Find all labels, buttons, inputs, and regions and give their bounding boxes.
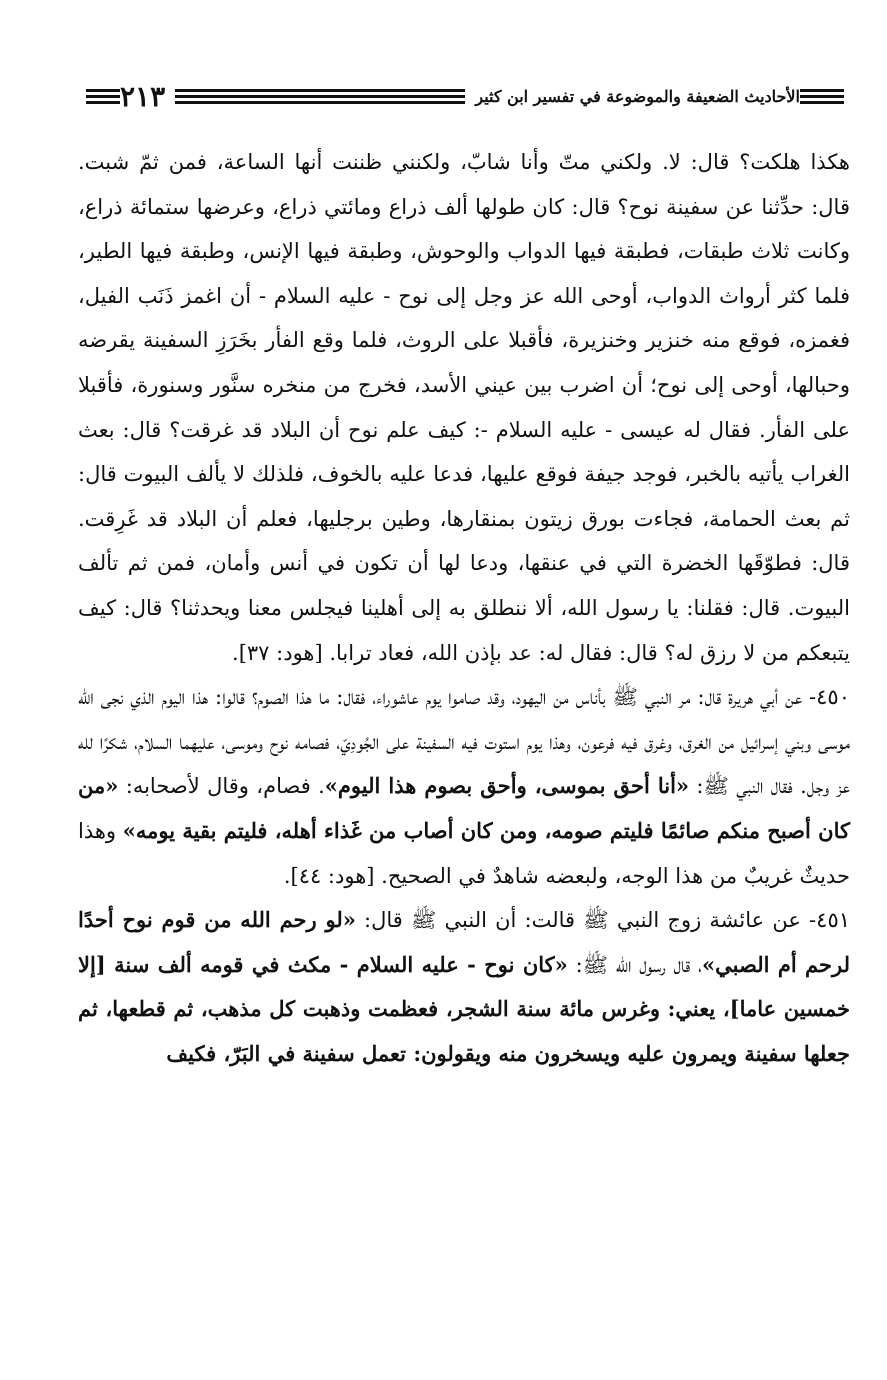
hadith-451 <box>78 898 850 1076</box>
header-rule-left <box>86 89 120 104</box>
prophet-quote: «من كان أصبح منكم صائمًا فليتم صومه، ومن كان أصاب من غَذاء أهله، فليتم بقية يومه» <box>78 773 850 843</box>
paragraph-1 <box>78 140 850 675</box>
prophet-quote: «لو رحم الله من قوم نوح أحدًا لرحم أم الصبي» <box>78 907 850 977</box>
prophet-quote: «كان نوح - عليه السلام - مكث في قومه ألف سنة [إلا خمسين عاما]، يعني: وغرس مائة سنة الشجر، فعظمت وذهبت كل مذهب، ثم قطعها، ثم جعلها سفينة ويمرون عليه ويسخرون منه ويقولون: تعمل سفينة في البَرّ، فكيف <box>78 951 850 1066</box>
page-number: ٢١٣ <box>120 79 166 113</box>
text-span: ٤٥٠- عن أبي هريرة قال: مر النبي ﷺ بأناس من اليهود، وقد صاموا يوم عاشوراء، فقال: ما هذا الصوم؟ قالوا: هذا اليوم الذي نجى الله موسى وبني إسرائيل من الغرق، وغرق فيه فرعون، وهذا يوم استوت فيه السفينة على الجُودِيّ، فصامه نوح وموسى، عليهما السلام، شكرًا لله عز وجل. فقال النبي ﷺ: <box>78 685 850 799</box>
running-title: الأحاديث الضعيفة والموضوعة في تفسير ابن كثير <box>475 86 800 106</box>
body-text <box>78 140 850 1076</box>
text-span: ، قال رسول الله ﷺ: <box>567 952 703 977</box>
prophet-quote: «أنا أحق بموسى، وأحق بصوم هذا اليوم» <box>324 773 690 799</box>
text-span: ٤٥١- عن عائشة زوج النبي ﷺ قالت: أن النبي ﷺ قال: <box>355 908 851 933</box>
header-rule-right <box>800 89 844 104</box>
text-span: هكذا هلكت؟ قال: لا. ولكني متّ وأنا شابّ، ولكنني ظننت أنها الساعة، فمن ثمّ شبت. قال: حدِّثنا عن سفينة نوح؟ قال: كان طولها ألف ذراع ومائتي ذراع، وعرضها ستمائة ذراع، وكانت ثلاث طبقات، فطبقة فيها الدواب والوحوش، وطبقة فيها الإنس، وطبقة فيها الطير، فلما كثر أرواث الدواب، أوحى الله عز وجل إلى نوح - عليه السلام - أن اغمز ذَنَب الفيل، فغمزه، فوقع منه خنزير وخنزيرة، فأقبلا على الروث، فلما وقع الفأر بخَرَزِ السفينة يقرضه وحبالها، أوحى إلى نوح؛ أن اضرب بين عيني الأسد، فخرج من منخره سنَّور وسنورة، فأقبلا على الفأر. فقال له عيسى - عليه السلام -: كيف علم نوح أن البلاد قد غرقت؟ قال: بعث الغراب يأتيه بالخبر، فوجد جيفة فوقع عليها، فدعا عليه بالخوف، فلذلك لا يألف البيوت قال: ثم بعث الحمامة، فجاءت بورق زيتون بمنقارها، وطين برجليها، فعلم أن البلاد قد غَرِقت. قال: فطوّقَها الخضرة التي في عنقها، ودعا لها أن تكون في أنس وأمان، فمن ثم تألف البيوت. قال: فقلنا: يا رسول الله، ألا ننطلق به إلى أهلينا فيجلس معنا ويحدثنا؟ قال: كيف يتبعكم من لا رزق له؟ قال: فقال له: عد بإذن الله، فعاد ترابا. [هود: ٣٧]. <box>78 150 850 665</box>
text-span: وهذا حديثٌ غريبٌ من هذا الوجه، ولبعضه شاهدٌ في الصحيح. [هود: ٤٤]. <box>78 818 850 888</box>
hadith-450 <box>78 675 850 898</box>
page-header <box>78 76 850 116</box>
header-rule-middle <box>175 89 465 104</box>
text-span: . فصام، وقال لأصحابه: <box>118 774 325 799</box>
